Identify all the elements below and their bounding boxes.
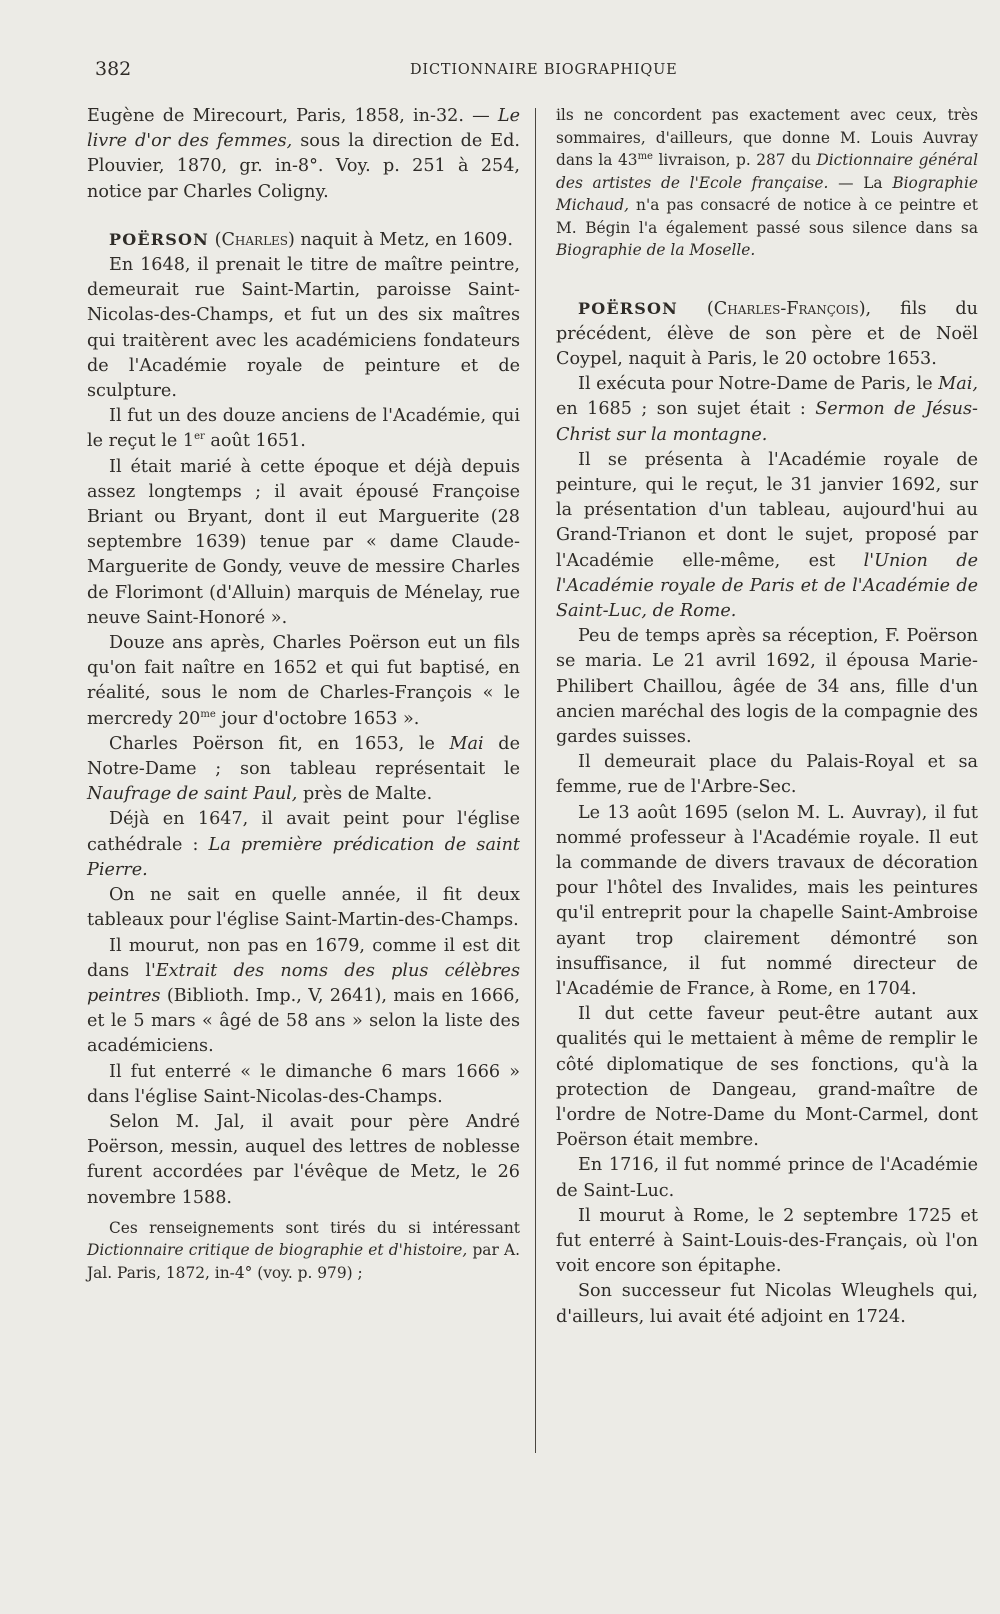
italic-text: La première prédication de saint Pierre. (87, 834, 520, 880)
right-column (556, 104, 978, 1330)
text: Eugène de Mirecourt, Paris, 1858, in-32. — (87, 106, 498, 126)
paragraph: On ne sait en quelle année, il fit deux tableaux pour l'église Saint-Martin-des-Champs. (87, 885, 520, 931)
italic-text: Dictionnaire critique de biographie et d'histoire, (87, 1241, 468, 1260)
text: n'a pas consacré de notice à ce peintre et M. Bégin l'a également passé sous silence dans sa (556, 196, 978, 237)
paragraph (87, 934, 520, 1060)
text: près de Malte. (297, 784, 433, 805)
italic-text: Dictionnaire général des artistes de l'Ecole française. (556, 151, 978, 192)
text: Il mourut, non pas en 1679, comme il est dit dans l' (87, 935, 520, 981)
footnote-source (87, 1217, 520, 1285)
paragraph (556, 448, 978, 624)
text: en 1685 ; son sujet était : (556, 399, 816, 420)
text: naquit à Metz, en 1609. (294, 229, 513, 250)
italic-text: Naufrage de saint Paul, (87, 784, 298, 805)
paragraph (87, 807, 520, 883)
running-title: DICTIONNAIRE BIOGRAPHIQUE (410, 62, 678, 78)
paragraph (87, 404, 520, 454)
text: Charles Poërson fit, en 1653, le (109, 733, 450, 754)
italic-text: Biographie de la Moselle. (556, 241, 756, 259)
text: de Notre-Dame ; son tableau représentait le (87, 733, 520, 780)
paragraph: Peu de temps après sa réception, F. Poërson se maria. Le 21 avril 1692, il épousa Marie-Philibert Chaillou, âgée de 34 ans, fille d'un ancien maréchal des logis de la compagnie des gardes suisses. (556, 626, 978, 747)
text: — La (828, 173, 893, 192)
left-column (87, 104, 520, 1284)
entry-given-name: (Charles) (214, 229, 295, 250)
paragraph: Il mourut à Rome, le 2 septembre 1725 et fut enterré à Saint-Louis-des-Français, où l'on voit encore son épitaphe. (556, 1205, 978, 1277)
paragraph (556, 372, 978, 448)
page-header (0, 58, 1000, 88)
text: sous la direction de Ed. Plouvier, 1870, gr. in-8°. Voy. p. 251 à 254, notice par Charles Coligny. (87, 131, 520, 202)
paragraph (87, 732, 520, 808)
italic-text: Mai (449, 733, 484, 754)
entry-headword: POËRSON (109, 229, 209, 249)
footnote-continued (556, 104, 978, 262)
spacer (87, 205, 520, 227)
paragraph: Selon M. Jal, il avait pour père André Poërson, messin, auquel des lettres de noblesse furent accordées par l'évêque de Metz, le 26 novembre 1588. (87, 1111, 520, 1208)
paragraph: Il dut cette faveur peut-être autant aux qualités qui le mettaient à même de remplir le côté diplomatique de ses fonctions, qu'à la protection de Dangeau, grand-maître de l'ordre de Notre-Dame du Mont-Carmel, dont Poërson était membre. (556, 1004, 978, 1151)
text: août 1651. (204, 431, 306, 452)
text: par A. Jal. Paris, 1872, in-4° (voy. p. 979) ; (87, 1241, 520, 1282)
italic-text: Mai, (938, 374, 978, 395)
entry-given-name: (Charles-François), (706, 298, 872, 319)
text: jour d'octobre 1653 ». (215, 708, 420, 729)
entry-charles-poerson (87, 227, 520, 253)
italic-text: l'Union de l'Académie royale de Paris et de l'Académie de Saint-Luc, de Rome. (556, 550, 978, 621)
paragraph: En 1648, il prenait le titre de maître peintre, demeurait rue Saint-Martin, paroisse Saint-Nicolas-des-Champs, et fut un des six maîtres qui traitèrent avec les académiciens fondateurs de l'Académie royale de peinture et de sculpture. (87, 255, 520, 402)
intro-paragraph (87, 104, 520, 205)
entry-charles-francois-poerson (556, 296, 978, 373)
superscript: me (637, 150, 653, 162)
text: livraison, p. 287 du (652, 151, 817, 169)
spacer (556, 262, 978, 296)
text: Il fut un des douze anciens de l'Académie, qui le reçut le 1 (87, 406, 520, 452)
italic-text: Extrait des noms des plus célèbres peintres (87, 960, 520, 1006)
italic-text: Biographie Michaud, (556, 173, 978, 214)
text: (Biblioth. Imp., V, 2641), mais en 1666, et le 5 mars « âgé de 58 ans » selon la liste des académiciens. (87, 985, 520, 1057)
superscript: er (194, 431, 205, 443)
text: fils du précédent, élève de son père et de Noël Coypel, naquit à Paris, le 20 octobre 1653. (556, 298, 979, 369)
text: Déjà en 1647, il avait peint pour l'église cathédrale : (87, 809, 520, 855)
book-title: Le livre d'or des femmes, (87, 106, 520, 152)
text: ils ne concordent pas exactement avec ceux, très sommaires, d'ailleurs, que donne M. Louis Auvray dans la 43 (556, 106, 978, 169)
paragraph: Son successeur fut Nicolas Wleughels qui, d'ailleurs, lui avait été adjoint en 1724. (556, 1281, 978, 1327)
text: Il exécuta pour Notre-Dame de Paris, le (578, 374, 939, 395)
paragraph: Il était marié à cette époque et déjà depuis assez longtemps ; il avait épousé Françoise Briant ou Bryant, dont il eut Marguerite (28 septembre 1639) tenue par « dame Claude-Marguerite de Gondy, veuve de messire Charles de Florimont (d'Alluin) marquis de Ménelay, rue neuve Saint-Honoré ». (87, 456, 520, 628)
superscript: me (200, 708, 216, 720)
entry-headword: POËRSON (578, 298, 678, 318)
text: Douze ans après, Charles Poërson eut un fils qu'on fait naître en 1652 et qui fut baptisé, en réalité, sous le nom de Charles-François « le mercredy 20 (87, 633, 520, 729)
paragraph: En 1716, il fut nommé prince de l'Académie de Saint-Luc. (556, 1155, 978, 1201)
italic-text: Sermon de Jésus-Christ sur la montagne. (556, 399, 978, 445)
column-divider (535, 108, 536, 1453)
paragraph: Le 13 août 1695 (selon M. L. Auvray), il fut nommé professeur à l'Académie royale. Il eut la commande de divers travaux de décoration pour l'hôtel des Invalides, mais les peintures qu'il entreprit pour la chapelle Saint-Ambroise ayant trop clairement démontré son insuffisance, il fut nommé directeur de l'Académie de France, à Rome, en 1704. (556, 802, 978, 999)
paragraph: Il fut enterré « le dimanche 6 mars 1666 » dans l'église Saint-Nicolas-des-Champs. (87, 1061, 520, 1107)
paragraph: Il demeurait place du Palais-Royal et sa femme, rue de l'Arbre-Sec. (556, 752, 978, 798)
text: Ces renseignements sont tirés du si intéressant (109, 1218, 520, 1237)
text: Il se présenta à l'Académie royale de peinture, qui le reçut, le 31 janvier 1692, sur la présentation d'un tableau, aujourd'hui au Grand-Trianon et dont le sujet, proposé par l'Académie elle-même, est (556, 449, 978, 571)
page-number: 382 (95, 58, 132, 80)
paragraph (87, 631, 520, 732)
